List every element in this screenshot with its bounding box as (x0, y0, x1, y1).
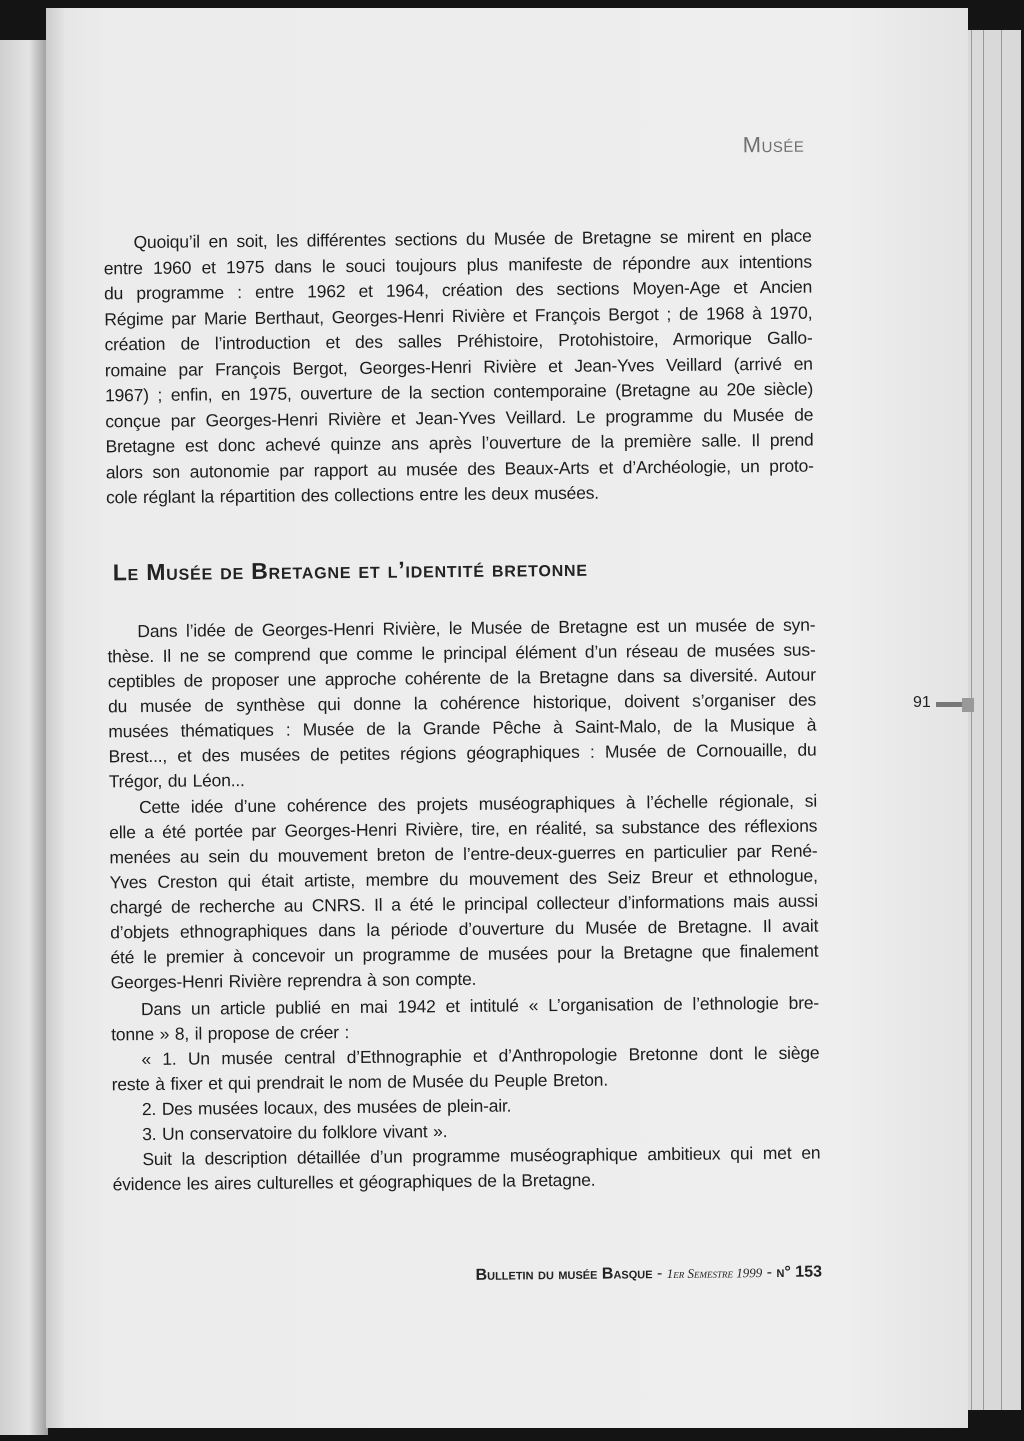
text-line: évidence les aires culturelles et géographiques de la Bretagne. (112, 1169, 596, 1195)
text-line: tonne » 8, il propose de créer : (111, 1022, 350, 1045)
footer-issue: n° 153 (776, 1263, 823, 1281)
text-line: alors son autonomie par rapport au musée des Beaux-Arts et d’Archéologie, un proto- (105, 455, 814, 482)
quote-line: « 1. Un musée central d’Ethnographie et d’Anthropologie Bretonne dont le siège (141, 1042, 820, 1070)
page-tab-marker (962, 698, 974, 712)
text-line: Brest..., et des musées de petites régions géographiques : Musée de Cornouaille, du (108, 739, 817, 767)
footer-publication: Bulletin du musée Basque (475, 1265, 653, 1284)
text-line: chargé de recherche au CNRS. Il a été le principal collecteur d’informations mais aussi (109, 890, 819, 918)
text-line: ceptibles de proposer une approche cohérente de la Bretagne dans sa diversité. Autour (107, 664, 816, 692)
text-line: du musée de synthèse qui donne la cohérence historique, doivent s’organiser des (107, 689, 817, 717)
text-line: du programme : entre 1962 et 1964, création des sections Moyen-Age et Ancien (103, 276, 813, 304)
text-line: thèse. Il ne se comprend que comme le principal élément d’un réseau de musées sus- (107, 639, 816, 667)
text-line: Bretagne est donc achevé quinze ans après l’ouverture de la première salle. Il prend (105, 429, 814, 457)
text-line: création de l’introduction et des salles Préhistoire, Protohistoire, Armorique Gallo- (104, 327, 813, 355)
text-line: Quoiqu’il en soit, les différentes sections du Musée de Bretagne se mirent en place (133, 225, 812, 253)
text-line: Georges-Henri Rivière reprendra à son compte. (110, 968, 477, 993)
text-line: d’objets ethnographiques dans la période d’ouverture du Musée de Bretagne. Il avait (110, 915, 819, 943)
footer-separator: - (652, 1265, 667, 1283)
text-line: menées au sein du mouvement breton de l’entre-deux-guerres en particulier par René- (109, 840, 818, 868)
footer (475, 1264, 822, 1285)
quote-line: reste à fixer et qui prendrait le nom de Musée du Peuple Breton. (111, 1069, 609, 1095)
text-line: cole réglant la répartition des collections entre les deux musées. (105, 482, 600, 508)
quote-line: 3. Un conservatoire du folklore vivant ». (142, 1121, 448, 1145)
page-number: 91 (913, 694, 931, 711)
text-line: Trégor, du Léon... (108, 770, 245, 792)
running-header: Musée (742, 131, 805, 158)
text-line: elle a été portée par Georges-Henri Rivière, tire, en réalité, sa substance des réflexions (109, 815, 818, 843)
footer-semester: 1er Semestre 1999 (666, 1265, 763, 1282)
text-line: Suit la description détaillée d’un programme muséographique ambitieux qui met en (142, 1142, 821, 1170)
text-line: musées thématiques : Musée de la Grande Pêche à Saint-Malo, de la Musique à (108, 714, 817, 742)
text-line: romaine par François Bergot, Georges-Henri Rivière et Jean-Yves Veillard (arrivé en (104, 353, 813, 380)
text-line: conçue par Georges-Henri Rivière et Jean-Yves Veillard. Le programme du Musée de (105, 404, 814, 431)
footer-separator: - (762, 1263, 777, 1282)
text-line: Régime par Marie Berthaut, Georges-Henri Rivière et François Bergot ; de 1968 à 1970, (104, 302, 813, 329)
text-line: Dans l’idée de Georges-Henri Rivière, le Musée de Bretagne est un musée de syn- (137, 614, 816, 642)
text-line: Yves Creston qui était artiste, membre du mouvement des Seiz Breur et ethnologue, (109, 865, 818, 893)
text-line: été le premier à concevoir un programme de musées pour la Bretagne que finalement (110, 940, 819, 968)
text-line: Dans un article publié en mai 1942 et intitulé « L’organisation de l’ethnologie bre- (140, 992, 820, 1020)
text-line: 1967) ; enfin, en 1975, ouverture de la section contemporaine (Bretagne au 20e siècle) (104, 378, 814, 406)
quote-line: 2. Des musées locaux, des musées de plein-air. (141, 1095, 512, 1120)
section-heading: Le Musée de Bretagne et l’identité bretonne (112, 554, 588, 586)
text-line: Cette idée d’une cohérence des projets muséographiques à l’échelle régionale, si (138, 790, 818, 818)
text-line: entre 1960 et 1975 dans le souci toujours plus manifeste de répondre aux intentions (103, 251, 812, 278)
